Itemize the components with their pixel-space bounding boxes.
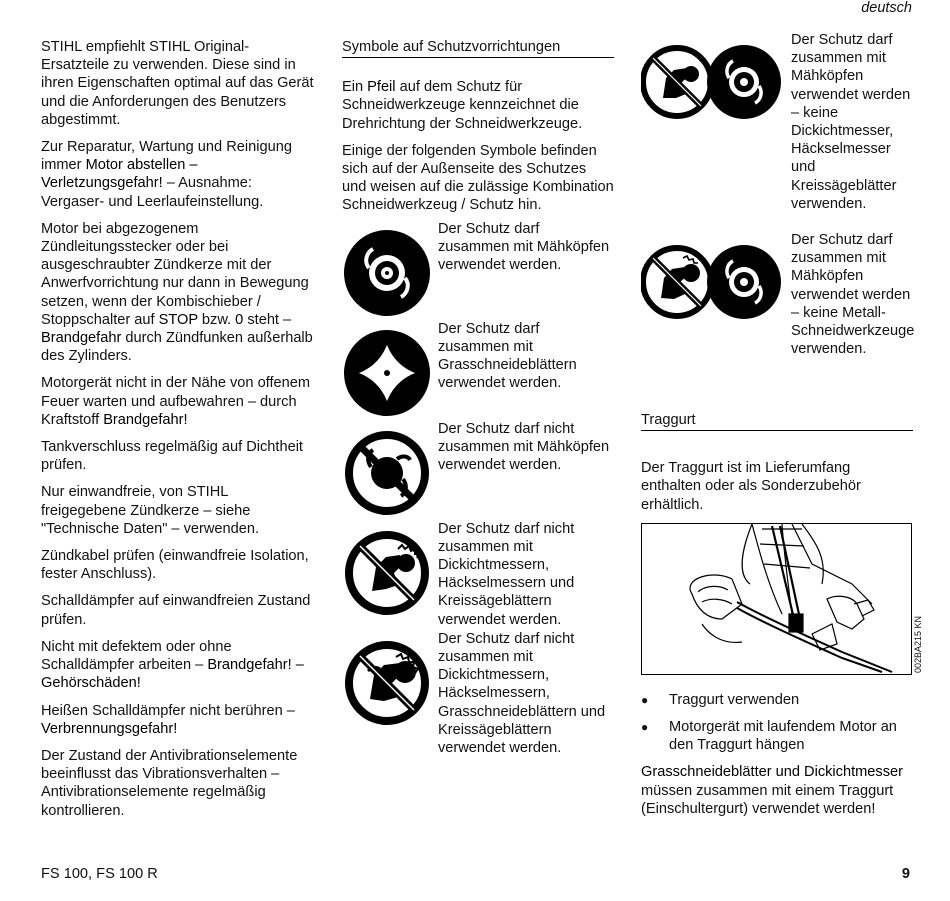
emphasis-text: STOP	[158, 311, 198, 328]
text-run: Motor bei abgezogenem Zündleitungsstecker oder bei ausgeschraubter Zündkerze mit der Anwerfvorrichtung nur dann in Bewegung setzen, wenn der Kombischieber / Stoppschalter auf	[41, 220, 309, 328]
paragraph	[41, 638, 316, 693]
text-run: bzw.	[197, 311, 236, 328]
footer-model: FS 100, FS 100 R	[41, 866, 158, 882]
no-metal-tools-mowing-head-icon	[641, 242, 786, 322]
page-number: 9	[901, 866, 910, 882]
section-heading-harness: Traggurt	[641, 411, 913, 431]
symbol-row	[342, 520, 614, 629]
paragraph	[41, 747, 316, 820]
text-run: Motorgerät nicht in der Nähe von offenem Feuer warten und aufbewahren – durch Kraftstoff	[41, 375, 311, 428]
bullet-text: Traggurt verwenden	[669, 691, 800, 708]
emphasis-text: Pfeil	[367, 79, 396, 96]
text-run: Zur Reparatur, Wartung und Reinigung immer	[41, 139, 292, 174]
text-run: Nicht mit defektem oder ohne Schalldämpfer arbeiten –	[41, 638, 232, 674]
symbol-row	[342, 420, 614, 519]
paragraph	[41, 702, 316, 738]
text-run: Der Zustand der Antivibrationselemente beeinflusst das Vibrationsverhalten – Antivibrationselemente regelmäßig kontrollieren.	[41, 747, 298, 819]
emphasis-text: Verbrennungsgefahr!	[41, 720, 178, 737]
language-label: deutsch	[861, 0, 912, 16]
paragraph	[41, 374, 316, 429]
emphasis-text: Motor abstellen – Verletzungsgefahr!	[41, 157, 198, 192]
text-run: STIHL empfiehlt STIHL Original-Ersatzteile zu verwenden. Diese sind in ihren Eigenschaften optimal auf das Gerät und die Anforderungen des Benutzers abgestimmt.	[41, 39, 314, 128]
text-run: – Ausnahme: Vergaser- und Leerlaufeinstellung.	[41, 175, 264, 210]
text-run: steht –	[243, 311, 292, 328]
text-run: Tankverschluss regelmäßig auf Dichtheit prüfen.	[41, 439, 303, 474]
text-run: müssen zusammen mit einem Traggurt (Einschultergurt) verwendet werden!	[641, 782, 894, 817]
symbol-description: Der Schutz darf nicht zusammen mit Dickichtmessern, Häckselmessern, Grasschneideblättern und Kreissägeblättern verwendet werden.	[438, 630, 606, 757]
symbol-description: Der Schutz darf zusammen mit Mähköpfen verwendet werden – keine Metall-Schneidwerkzeuge verwenden.	[791, 232, 915, 358]
emphasis-text: Brandgefahr	[41, 330, 122, 347]
symbol-description: Der Schutz darf zusammen mit Mähköpfen verwendet werden.	[438, 220, 610, 274]
bullet-text: Motorgerät mit laufendem Motor an den Traggurt hängen	[669, 719, 897, 754]
text-run: auf dem Schutz für Schneidwerkzeuge kennzeichnet die Drehrichtung der Schneidwerkzeuge.	[342, 79, 583, 132]
text-run: Zündkabel prüfen (einwandfreie Isolation, fester Anschluss).	[41, 548, 309, 583]
paragraph	[41, 592, 316, 628]
paragraph	[41, 220, 316, 366]
harness-drawing	[642, 524, 911, 674]
harness-illustration	[641, 523, 923, 675]
harness-warning	[641, 763, 913, 818]
bullet-item	[641, 691, 913, 709]
illustration-code: 002BA215 KN	[913, 615, 923, 673]
emphasis-text: Brandgefahr!	[103, 411, 188, 428]
text-run: durch Zündfunken außerhalb des Zylinders.	[41, 330, 313, 365]
paragraph	[41, 547, 316, 583]
symbol-description: Der Schutz darf nicht zusammen mit Mähköpfen verwendet werden.	[438, 420, 610, 474]
symbol-description: Der Schutz darf zusammen mit Mähköpfen verwendet werden – keine Dickichtmesser, Häckselmesser und Kreissägeblätter verwenden.	[791, 32, 911, 212]
mowing-head-allowed-icon	[342, 227, 432, 319]
no-brush-knife-mowing-head-icon	[641, 42, 786, 122]
guard-symbols-column	[342, 38, 614, 765]
paragraph	[41, 38, 316, 129]
emphasis-text: 0	[235, 311, 244, 328]
guard-and-harness-column	[641, 32, 923, 827]
symbol-row	[342, 220, 614, 319]
symbol-description: Der Schutz darf zusammen mit Grasschneideblättern verwendet werden.	[438, 320, 577, 392]
text-run: Nur einwandfreie, von STIHL freigegebene Zündkerze – siehe "Technische Daten" – verwenden.	[41, 484, 260, 537]
text-run: Heißen Schalldämpfer nicht berühren –	[41, 702, 295, 719]
mowing-head-prohibited-icon	[342, 427, 432, 519]
emphasis-text: Grasschneideblätter und Dickichtmesser	[641, 764, 903, 781]
bullet-icon: ●	[641, 720, 649, 735]
bullet-icon: ●	[641, 692, 649, 707]
brush-knife-prohibited-icon	[342, 527, 432, 619]
text-run: Schalldämpfer auf einwandfreien Zustand prüfen.	[41, 593, 311, 628]
symbols-intro: Einige der folgenden Symbole befinden sich auf der Außenseite des Schutzes und weisen auf die zulässige Kombination Schneidwerkzeug / Schutz hin.	[342, 142, 614, 214]
symbol-row	[342, 320, 614, 419]
grass-blade-allowed-icon	[342, 327, 432, 419]
symbol-row	[342, 630, 614, 757]
paragraph	[41, 483, 316, 538]
blades-prohibited-icon	[342, 637, 432, 729]
emphasis-text: Brandgefahr! – Gehörschäden!	[41, 657, 304, 692]
paragraph	[41, 438, 316, 474]
paragraph	[41, 138, 316, 211]
section-heading-symbols: Symbole auf Schutzvorrichtungen	[342, 38, 614, 58]
text-run: Ein	[342, 79, 368, 96]
bullet-item	[641, 718, 913, 754]
harness-intro: Der Traggurt ist im Lieferumfang enthalten oder als Sonderzubehör erhältlich.	[641, 460, 861, 513]
symbol-description: Der Schutz darf nicht zusammen mit Dickichtmessern, Häckselmessern und Kreissägeblättern verwendet werden.	[438, 520, 575, 628]
dual-symbol-row	[641, 232, 915, 403]
safety-text-column	[41, 38, 316, 829]
arrow-intro	[342, 78, 614, 133]
dual-symbol-row	[641, 32, 913, 230]
